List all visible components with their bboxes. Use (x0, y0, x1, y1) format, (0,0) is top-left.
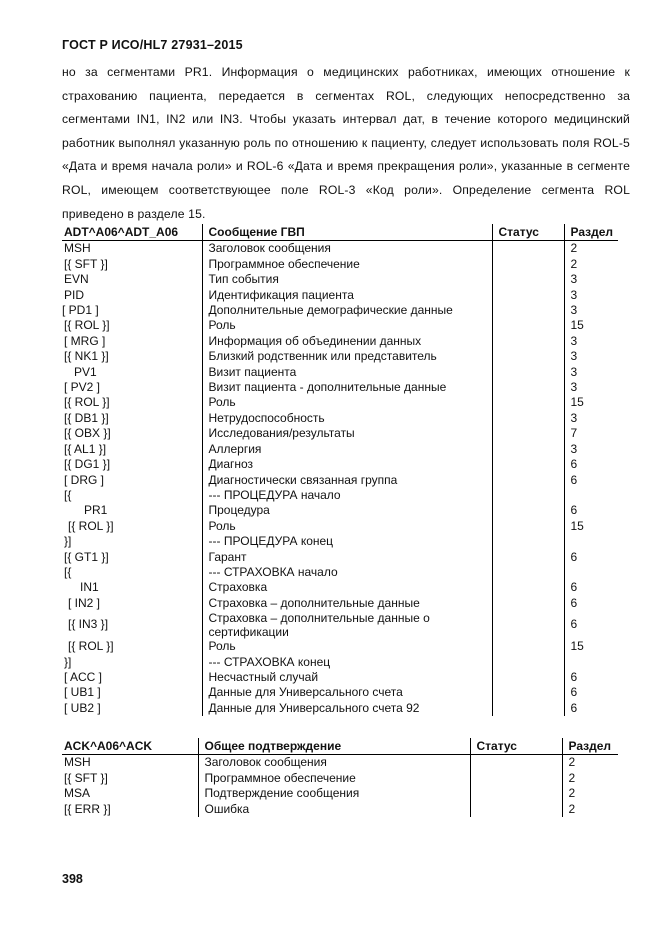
cell-section (564, 655, 618, 670)
table-row (62, 395, 618, 410)
cell-segment: [ PV2 ] (64, 380, 101, 395)
table-row (62, 701, 618, 716)
table-row (62, 655, 618, 670)
table-header-row (62, 738, 618, 755)
cell-description: Страховка – дополнительные данные (202, 596, 492, 611)
cell-section: 6 (564, 503, 618, 518)
cell-status (492, 426, 564, 441)
col-header-section: Раздел (564, 224, 618, 241)
cell-description: Несчастный случай (202, 670, 492, 685)
cell-status (492, 685, 564, 700)
table-row (62, 411, 618, 426)
cell-segment: EVN (64, 272, 89, 287)
cell-section: 15 (564, 395, 618, 410)
table-row (62, 534, 618, 549)
col-header-message: ACK^A06^ACK (62, 738, 198, 755)
cell-status (492, 334, 564, 349)
col-header-description: Сообщение ГВП (202, 224, 492, 241)
table-row (62, 288, 618, 303)
cell-section: 6 (564, 611, 618, 639)
cell-segment: [{ AL1 }] (64, 441, 107, 456)
col-header-message: ADT^A06^ADT_A06 (62, 224, 202, 241)
cell-description: Дополнительные демографические данные (202, 303, 492, 318)
cell-section: 6 (564, 550, 618, 565)
cell-status (492, 457, 564, 472)
cell-section: 15 (564, 519, 618, 534)
cell-description: Гарант (202, 550, 492, 565)
cell-description: --- ПРОЦЕДУРА начало (202, 488, 492, 503)
cell-segment: [ PD1 ] (62, 303, 99, 318)
cell-status (492, 257, 564, 272)
cell-status (470, 786, 562, 801)
page-number: 398 (62, 872, 83, 886)
table-row (62, 519, 618, 534)
cell-status (492, 503, 564, 518)
cell-section: 3 (564, 349, 618, 364)
table-row (62, 257, 618, 272)
cell-segment: [{ (64, 487, 72, 502)
cell-segment: PV1 (74, 364, 97, 379)
table-row (62, 550, 618, 565)
cell-description: Данные для Универсального счета 92 (202, 701, 492, 716)
document-header: ГОСТ Р ИСО/HL7 27931–2015 (62, 38, 243, 52)
cell-status (492, 380, 564, 395)
cell-section: 6 (564, 580, 618, 595)
cell-section: 2 (564, 257, 618, 272)
cell-status (492, 288, 564, 303)
cell-section (564, 565, 618, 580)
table-row (62, 303, 618, 318)
cell-status (492, 395, 564, 410)
col-header-description: Общее подтверждение (198, 738, 470, 755)
cell-section: 3 (564, 272, 618, 287)
cell-description: --- СТРАХОВКА начало (202, 565, 492, 580)
table-row (62, 771, 618, 786)
cell-segment: MSH (64, 241, 91, 256)
cell-description: Страховка (202, 580, 492, 595)
cell-segment: [{ OBX }] (64, 426, 111, 441)
cell-description: Заголовок сообщения (198, 755, 470, 771)
table-row (62, 503, 618, 518)
table-row (62, 580, 618, 595)
cell-section: 2 (564, 241, 618, 257)
table-row (62, 670, 618, 685)
cell-status (470, 771, 562, 786)
cell-status (470, 755, 562, 771)
cell-description: --- ПРОЦЕДУРА конец (202, 534, 492, 549)
cell-section: 3 (564, 411, 618, 426)
table-row (62, 639, 618, 654)
cell-description: Исследования/результаты (202, 426, 492, 441)
table-row (62, 685, 618, 700)
adt-a06-segment-table (62, 224, 618, 716)
cell-status (470, 802, 562, 817)
cell-description: Подтверждение сообщения (198, 786, 470, 801)
cell-description: Роль (202, 395, 492, 410)
cell-segment: [{ SFT }] (64, 256, 108, 271)
cell-section: 2 (562, 786, 618, 801)
ack-a06-segment-table (62, 738, 618, 817)
cell-status (492, 580, 564, 595)
cell-description: Аллергия (202, 442, 492, 457)
table-row (62, 611, 618, 639)
cell-description: Информация об объединении данных (202, 334, 492, 349)
cell-status (492, 365, 564, 380)
cell-status (492, 596, 564, 611)
cell-section: 6 (564, 701, 618, 716)
cell-description: Нетрудоспособность (202, 411, 492, 426)
cell-segment: [{ NK1 }] (64, 349, 109, 364)
cell-description: Программное обеспечение (198, 771, 470, 786)
cell-section: 3 (564, 288, 618, 303)
cell-description: Идентификация пациента (202, 288, 492, 303)
cell-segment: }] (64, 654, 72, 669)
table-row (62, 786, 618, 801)
cell-segment: [ ACC ] (64, 669, 103, 684)
table-row (62, 241, 618, 257)
cell-status (492, 611, 564, 639)
cell-status (492, 670, 564, 685)
cell-segment: [ DRG ] (64, 472, 105, 487)
cell-section: 3 (564, 334, 618, 349)
cell-segment: MSH (64, 755, 91, 770)
cell-section: 3 (564, 442, 618, 457)
cell-description: Роль (202, 318, 492, 333)
cell-segment: MSA (64, 786, 91, 801)
cell-status (492, 519, 564, 534)
table-row (62, 334, 618, 349)
cell-section: 6 (564, 685, 618, 700)
table-row (62, 426, 618, 441)
cell-section: 6 (564, 457, 618, 472)
cell-segment: [{ ROL }] (64, 318, 110, 333)
cell-segment: [ IN2 ] (68, 595, 101, 610)
cell-description: Роль (202, 639, 492, 654)
cell-segment: PR1 (84, 503, 108, 518)
cell-status (492, 550, 564, 565)
cell-segment: [{ ROL }] (68, 639, 114, 654)
table-row (62, 755, 618, 771)
cell-segment: [{ GT1 }] (64, 549, 109, 564)
cell-segment: PID (64, 287, 85, 302)
cell-segment: [{ ROL }] (68, 518, 114, 533)
cell-description: Визит пациента - дополнительные данные (202, 380, 492, 395)
cell-segment: [{ IN3 }] (68, 617, 109, 632)
cell-description: Заголовок сообщения (202, 241, 492, 257)
cell-description: Ошибка (198, 802, 470, 817)
cell-section: 3 (564, 380, 618, 395)
cell-status (492, 639, 564, 654)
cell-status (492, 349, 564, 364)
cell-segment: [ UB1 ] (64, 685, 101, 700)
table-header-row (62, 224, 618, 241)
cell-segment: [{ ERR }] (64, 801, 111, 816)
cell-segment: [ MRG ] (64, 333, 106, 348)
cell-description: Диагноз (202, 457, 492, 472)
cell-section: 6 (564, 670, 618, 685)
cell-status (492, 272, 564, 287)
cell-segment: [ UB2 ] (64, 700, 101, 715)
cell-segment: IN1 (80, 580, 99, 595)
cell-description: Страховка – дополнительные данные о сертификации (202, 611, 492, 639)
cell-description: Данные для Универсального счета (202, 685, 492, 700)
cell-section: 6 (564, 596, 618, 611)
table-row (62, 565, 618, 580)
col-header-section: Раздел (562, 738, 618, 755)
cell-status (492, 655, 564, 670)
cell-status (492, 565, 564, 580)
cell-segment: [{ DB1 }] (64, 410, 109, 425)
table-row (62, 802, 618, 817)
cell-status (492, 411, 564, 426)
cell-segment: [{ ROL }] (64, 395, 110, 410)
table-row (62, 349, 618, 364)
cell-description: Диагностически связанная группа (202, 473, 492, 488)
cell-section: 2 (562, 771, 618, 786)
cell-description: Тип события (202, 272, 492, 287)
cell-description: Процедура (202, 503, 492, 518)
cell-status (492, 303, 564, 318)
cell-description: Визит пациента (202, 365, 492, 380)
cell-section: 3 (564, 303, 618, 318)
cell-status (492, 241, 564, 257)
cell-status (492, 442, 564, 457)
cell-description: --- СТРАХОВКА конец (202, 655, 492, 670)
cell-status (492, 701, 564, 716)
table-row (62, 596, 618, 611)
cell-segment: [{ DG1 }] (64, 457, 111, 472)
cell-description: Близкий родственник или представитель (202, 349, 492, 364)
cell-section: 15 (564, 318, 618, 333)
cell-status (492, 473, 564, 488)
col-header-status: Статус (470, 738, 562, 755)
cell-description: Программное обеспечение (202, 257, 492, 272)
cell-segment: [{ SFT }] (64, 770, 108, 785)
cell-section: 15 (564, 639, 618, 654)
cell-status (492, 318, 564, 333)
table-row (62, 442, 618, 457)
table-row (62, 380, 618, 395)
cell-section: 2 (562, 755, 618, 771)
cell-segment: [{ (64, 564, 72, 579)
table-row (62, 365, 618, 380)
table-row (62, 457, 618, 472)
col-header-status: Статус (492, 224, 564, 241)
table-row (62, 318, 618, 333)
cell-status (492, 488, 564, 503)
table-row (62, 272, 618, 287)
cell-section: 3 (564, 365, 618, 380)
table-row (62, 473, 618, 488)
cell-section: 6 (564, 473, 618, 488)
cell-description: Роль (202, 519, 492, 534)
table-row (62, 488, 618, 503)
cell-section (564, 488, 618, 503)
body-paragraph: но за сегментами PR1. Информация о медицинских работниках, имеющих отношение к страхованию пациента, передается в сегментах ROL, следующих непосредственно за сегментами IN1, IN2 или IN3. Чтобы указать интервал дат, в течение которого медицинский работник выполнял указанную роль по отношению к пациенту, следует использовать поля ROL-5 «Дата и время начала роли» и ROL-6 «Дата и время прекращения роли», указанные в сегменте ROL, имеющем соответствующее поле ROL-3 «Код роли». Определение сегмента ROL приведено в разделе 15. (62, 65, 630, 221)
cell-section (564, 534, 618, 549)
cell-segment: }] (64, 534, 72, 549)
cell-section: 7 (564, 426, 618, 441)
cell-status (492, 534, 564, 549)
cell-section: 2 (562, 802, 618, 817)
